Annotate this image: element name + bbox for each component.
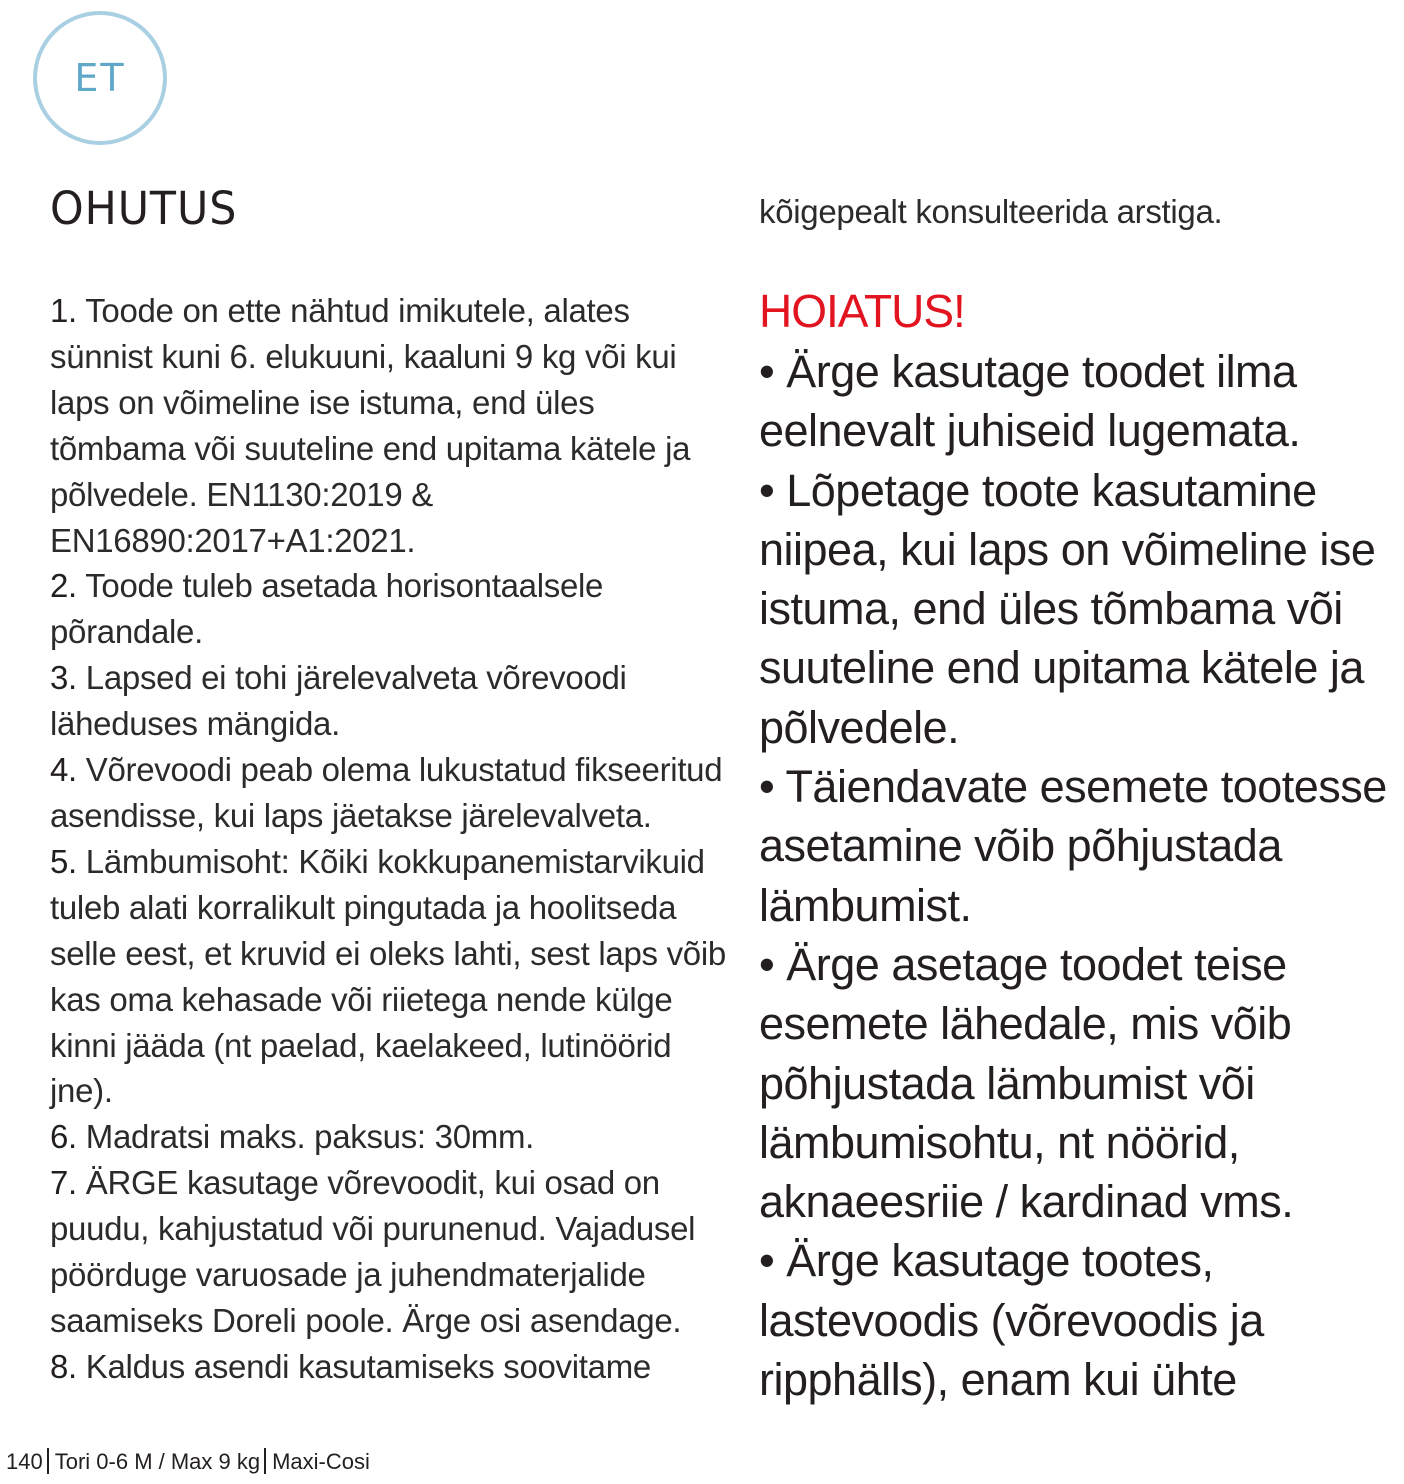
footer-divider <box>264 1448 266 1474</box>
safety-list <box>50 288 730 1390</box>
warning-item: • Ärge kasutage tootes, lastevoodis (võrevoodis ja ripphälls), enam kui ühte <box>759 1235 1264 1406</box>
safety-item-5 <box>50 839 730 1114</box>
item-number: 1. <box>50 292 77 329</box>
warning-title: HOIATUS! <box>759 285 965 337</box>
safety-item-6 <box>50 1114 730 1160</box>
warning-list <box>759 342 1404 1409</box>
item-text: Toode on ette nähtud imikutele, alates sünnist kuni 6. elukuuni, kaaluni 9 kg või kui laps on võimeline ise istuma, end üles tõmbama või suuteline end upitama kätele ja põlvedele. EN1130:2019 & EN16890:2017+A1:2021. <box>50 292 691 559</box>
item-number: 7. <box>50 1164 77 1202</box>
safety-item-1 <box>50 288 730 563</box>
safety-item-8 <box>50 1344 730 1390</box>
warning-item: • Täiendavate esemete tootesse asetamine võib põhjustada lämbumist. <box>759 761 1387 931</box>
footer-product: Tori 0-6 M / Max 9 kg <box>54 1449 261 1474</box>
language-badge <box>33 11 167 145</box>
safety-item-2 <box>50 563 730 655</box>
continuation-text: kõigepealt konsulteerida arstiga. <box>759 193 1223 230</box>
item-text: Võrevoodi peab olema lukustatud fikseeritud asendisse, kui laps jäetakse järelevalveta. <box>50 751 723 834</box>
safety-item-3 <box>50 655 730 747</box>
item-number: 4. <box>50 751 77 789</box>
item-text: ÄRGE kasutage võrevoodit, kui osad on puudu, kahjustatud või purunenud. Vajadusel pöörduge varuosade ja juhendmaterjalide saamiseks Doreli poole. Ärge osi asendage. <box>50 1164 696 1339</box>
item-text: Toode tuleb asetada horisontaalsele põrandale. <box>50 567 604 651</box>
item-text: Lapsed ei tohi järelevalveta võrevoodi läheduses mängida. <box>50 659 627 743</box>
item-number: 3. <box>50 659 77 697</box>
item-text: Madratsi maks. paksus: 30mm. <box>76 1118 535 1156</box>
item-number: 6. <box>50 1118 77 1156</box>
item-text: Kaldus asendi kasutamiseks soovitame <box>76 1347 651 1385</box>
page-footer <box>6 1448 370 1475</box>
item-text: Lämbumisoht: Kõiki kokkupanemistarvikuid tuleb alati korralikult pingutada ja hoolitseda selle eest, et kruvid ei oleks lahti, sest laps võib kas oma kehasade või riietega nende külge kinni jääda (nt paelad, kaelakeed, lutinöörid jne). <box>50 842 726 1110</box>
safety-item-7 <box>50 1160 730 1344</box>
warning-item: • Ärge asetage toodet teise esemete lähedale, mis võib põhjustada lämbumist või lämbumisohtu, nt nöörid, aknaeesriie / kardinad vms. <box>759 938 1294 1228</box>
footer-brand: Maxi-Cosi <box>272 1449 370 1474</box>
item-number: 8. <box>50 1347 77 1385</box>
item-number: 5. <box>50 842 77 880</box>
warning-item: • Lõpetage toote kasutamine niipea, kui laps on võimeline ise istuma, end üles tõmbama või suuteline end upitama kätele ja põlvedele. <box>759 464 1376 753</box>
page-number: 140 <box>6 1449 43 1474</box>
right-column <box>759 190 1399 1406</box>
warning-item: • Ärge kasutage toodet ilma eelnevalt juhiseid lugemata. <box>759 346 1301 457</box>
language-code: ET <box>74 56 126 100</box>
safety-item-4 <box>50 747 730 839</box>
footer-divider <box>47 1448 49 1474</box>
item-number: 2. <box>50 567 77 605</box>
section-title: OHUTUS <box>50 182 238 235</box>
